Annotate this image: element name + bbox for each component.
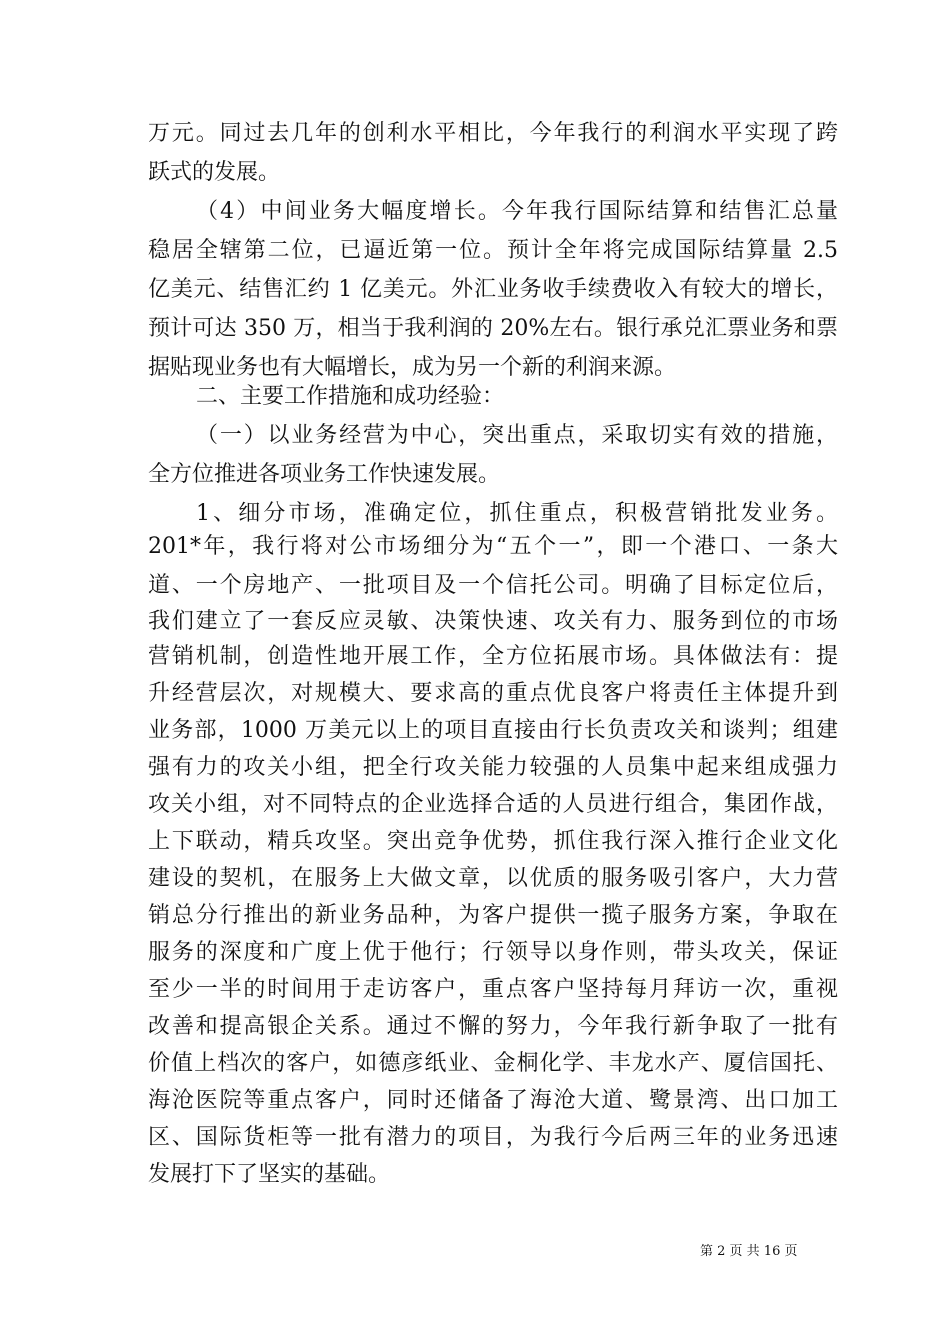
text-line: 上下联动，精兵攻坚。突出竞争优势，抓住我行深入推行企业文化 — [148, 829, 838, 854]
text-line: 攻关小组，对不同特点的企业选择合适的人员进行组合，集团作战， — [148, 792, 838, 817]
text-line: 升经营层次，对规模大、要求高的重点优良客户将责任主体提升到 — [148, 681, 838, 706]
text-line: 至少一半的时间用于走访客户，重点客户坚持每月拜访一次，重视 — [148, 977, 838, 1002]
text-line: 海沧医院等重点客户，同时还储备了海沧大道、鹭景湾、出口加工 — [148, 1088, 838, 1113]
text-line: 业务部，1000 万美元以上的项目直接由行长负责攻关和谈判；组建 — [148, 718, 838, 743]
section-heading: 二、主要工作措施和成功经验： — [196, 384, 505, 409]
text-line: 销总分行推出的新业务品种，为客户提供一揽子服务方案，争取在 — [148, 903, 838, 928]
text-line: 营销机制，创造性地开展工作，全方位拓展市场。具体做法有：提 — [148, 644, 838, 669]
text-line: 价值上档次的客户，如德彦纸业、金桐化学、丰龙水产、厦信国托、 — [148, 1051, 838, 1076]
text-line: 建设的契机，在服务上大做文章，以优质的服务吸引客户，大力营 — [148, 866, 838, 891]
text-line: 全方位推进各项业务工作快速发展。 — [148, 462, 501, 487]
text-line: （一）以业务经营为中心，突出重点，采取切实有效的措施， — [196, 423, 838, 448]
text-line: 1、细分市场，准确定位，抓住重点，积极营销批发业务。 — [196, 501, 838, 526]
text-line: 亿美元、结售汇约 1 亿美元。外汇业务收手续费收入有较大的增长， — [148, 277, 838, 302]
text-line: 服务的深度和广度上优于他行；行领导以身作则，带头攻关，保证 — [148, 940, 838, 965]
text-line: 道、一个房地产、一批项目及一个信托公司。明确了目标定位后， — [148, 573, 838, 598]
text-line: 预计可达 350 万，相当于我利润的 20%左右。银行承兑汇票业务和票 — [148, 316, 838, 341]
text-line: 改善和提高银企关系。通过不懈的努力，今年我行新争取了一批有 — [148, 1014, 838, 1039]
text-line: 我们建立了一套反应灵敏、决策快速、攻关有力、服务到位的市场 — [148, 609, 838, 634]
text-line: 万元。同过去几年的创利水平相比，今年我行的利润水平实现了跨 — [148, 121, 838, 146]
text-line: 发展打下了坚实的基础。 — [148, 1162, 391, 1187]
text-line: 跃式的发展。 — [148, 160, 281, 185]
text-line: 201*年，我行将对公市场细分为“五个一”，即一个港口、一条大 — [148, 534, 838, 559]
text-line: 强有力的攻关小组，把全行攻关能力较强的人员集中起来组成强力 — [148, 755, 838, 780]
text-line: 稳居全辖第二位，已逼近第一位。预计全年将完成国际结算量 2.5 — [148, 238, 838, 263]
text-line: 区、国际货柜等一批有潜力的项目，为我行今后两三年的业务迅速 — [148, 1125, 838, 1150]
text-line: （4）中间业务大幅度增长。今年我行国际结算和结售汇总量 — [196, 199, 838, 224]
text-line: 据贴现业务也有大幅增长，成为另一个新的利润来源。 — [148, 355, 677, 380]
page-number: 第 2 页 共 16 页 — [700, 1244, 798, 1259]
